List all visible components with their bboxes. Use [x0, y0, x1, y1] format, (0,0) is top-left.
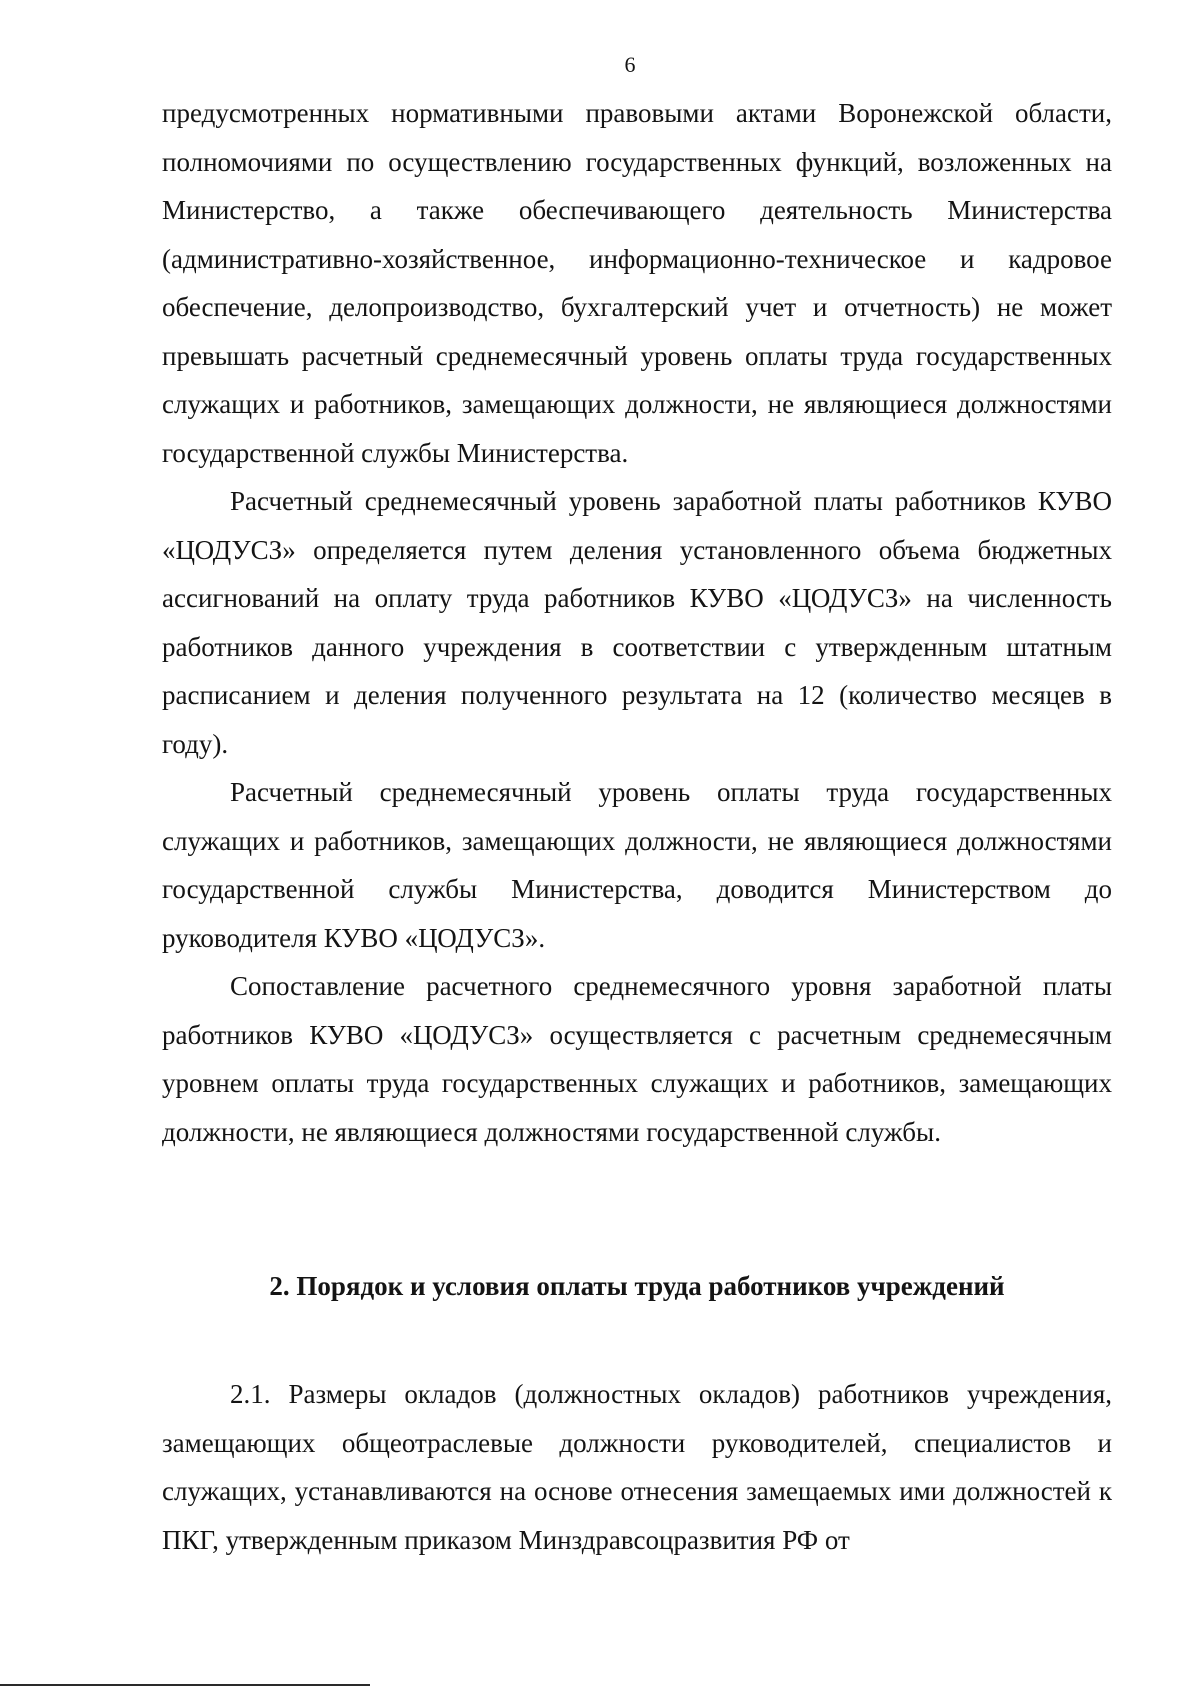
- footnote-rule: [0, 1684, 370, 1686]
- paragraph-comparison: Сопоставление расчетного среднемесячного уровня заработной платы работников КУВО «ЦОДУСЗ» осуществляется с расчетным среднемесячным уровнем оплаты труда государственных служащих и работников, замещающих должности, не являющиеся должностями государственной службы.: [162, 971, 1112, 1147]
- paragraph-salary-calculation: Расчетный среднемесячный уровень заработной платы работников КУВО «ЦОДУСЗ» определяется путем деления установленного объема бюджетных ассигнований на оплату труда работников КУВО «ЦОДУСЗ» на численность работников данного учреждения в соответствии с утвержденным штатным расписанием и деления полученного результата на 12 (количество месяцев в году).: [162, 486, 1112, 759]
- paragraph-continuation: предусмотренных нормативными правовыми актами Воронежской области, полномочиями по осуществлению государственных функций, возложенных на Министерство, а также обеспечивающего деятельность Министерства (административно-хозяйственное, информационно-техническое и кадровое обеспечение, делопроизводство, бухгалтерский учет и отчетность) не может превышать расчетный среднемесячный уровень оплаты труда государственных служащих и работников, замещающих должности, не являющиеся должностями государственной службы Министерства.: [162, 98, 1112, 468]
- paragraph-2-1: 2.1. Размеры окладов (должностных окладов) работников учреждения, замещающих общеотраслевые должности руководителей, специалистов и служащих, устанавливаются на основе отнесения замещаемых ими должностей к ПКГ, утвержденным приказом Минздравсоцразвития РФ от: [162, 1379, 1112, 1555]
- body-text: [162, 89, 1112, 1156]
- page-number: 6: [624, 52, 636, 77]
- paragraph-pay-level: Расчетный среднемесячный уровень оплаты труда государственных служащих и работников, замещающих должности, не являющиеся должностями государственной службы Министерства, доводится Министерством до руководителя КУВО «ЦОДУСЗ».: [162, 777, 1112, 953]
- section-heading: 2. Порядок и условия оплаты труда работников учреждений: [269, 1271, 1005, 1301]
- section-body-text: [162, 1370, 1112, 1564]
